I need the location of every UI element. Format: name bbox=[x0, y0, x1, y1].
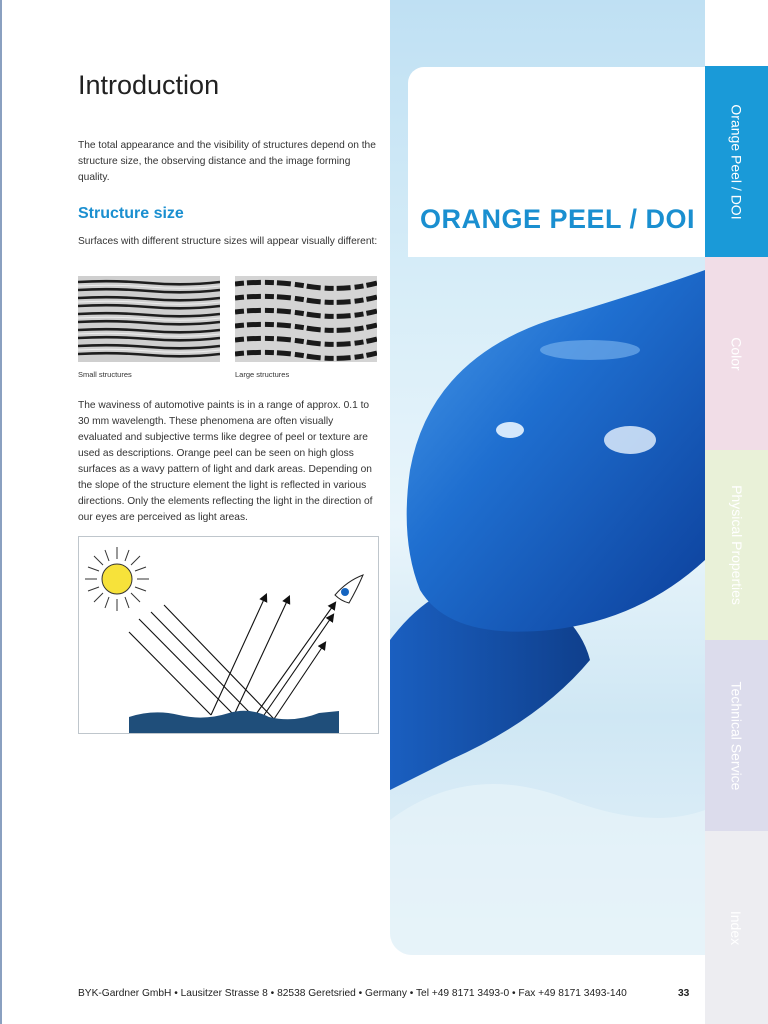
footer-address: BYK-Gardner GmbH • Lausitzer Strasse 8 • 82538 Geretsried • Germany • Tel +49 8171 3493-0 • Fax +49 8171 3493-140 bbox=[78, 988, 627, 999]
page-edge-line bbox=[0, 0, 2, 1024]
large-structures-image bbox=[235, 276, 377, 362]
tab-label: Orange Peel / DOI bbox=[728, 103, 745, 220]
structure-size-heading: Structure size bbox=[78, 205, 184, 222]
eye-icon bbox=[335, 575, 363, 603]
tab-label: Index bbox=[728, 910, 745, 945]
tab-label: Technical Service bbox=[728, 681, 745, 790]
light-reflection-diagram bbox=[78, 536, 379, 734]
tab-index[interactable] bbox=[705, 831, 768, 1024]
section-title-box bbox=[408, 67, 705, 257]
small-structures-image bbox=[78, 276, 220, 362]
small-structures-caption: Small structures bbox=[78, 370, 132, 379]
intro-paragraph: The total appearance and the visibility of structures depend on the structure size, the observing distance and the image forming quality. bbox=[78, 140, 376, 183]
page-number: 33 bbox=[678, 988, 690, 999]
tab-technical-service[interactable] bbox=[705, 640, 768, 831]
tab-label: Physical Properties bbox=[728, 485, 745, 605]
sun-icon bbox=[85, 547, 149, 611]
large-structures-caption: Large structures bbox=[235, 370, 290, 379]
waviness-paragraph: The waviness of automotive paints is in a range of approx. 0.1 to 30 mm wavelength. These phenomena are often visually evaluated and subjective terms like degree of peel or texture are used as descriptions. Orange peel can be seen on high gloss surfaces as a wavy pattern of light and dark areas. Depending on the slope of the structure element the light is reflected in various directions. Only the elements reflecting the light in the direction of our eyes are perceived as light areas. bbox=[78, 400, 373, 523]
section-title: ORANGE PEEL / DOI bbox=[420, 204, 696, 234]
structure-size-paragraph: Surfaces with different structure sizes will appear visually different: bbox=[78, 236, 378, 247]
tab-label: Color bbox=[728, 336, 745, 371]
tab-color[interactable] bbox=[705, 257, 768, 450]
tab-orange-peel-doi[interactable] bbox=[705, 66, 768, 257]
tab-physical-properties[interactable] bbox=[705, 450, 768, 640]
page-heading: Introduction bbox=[78, 70, 220, 100]
